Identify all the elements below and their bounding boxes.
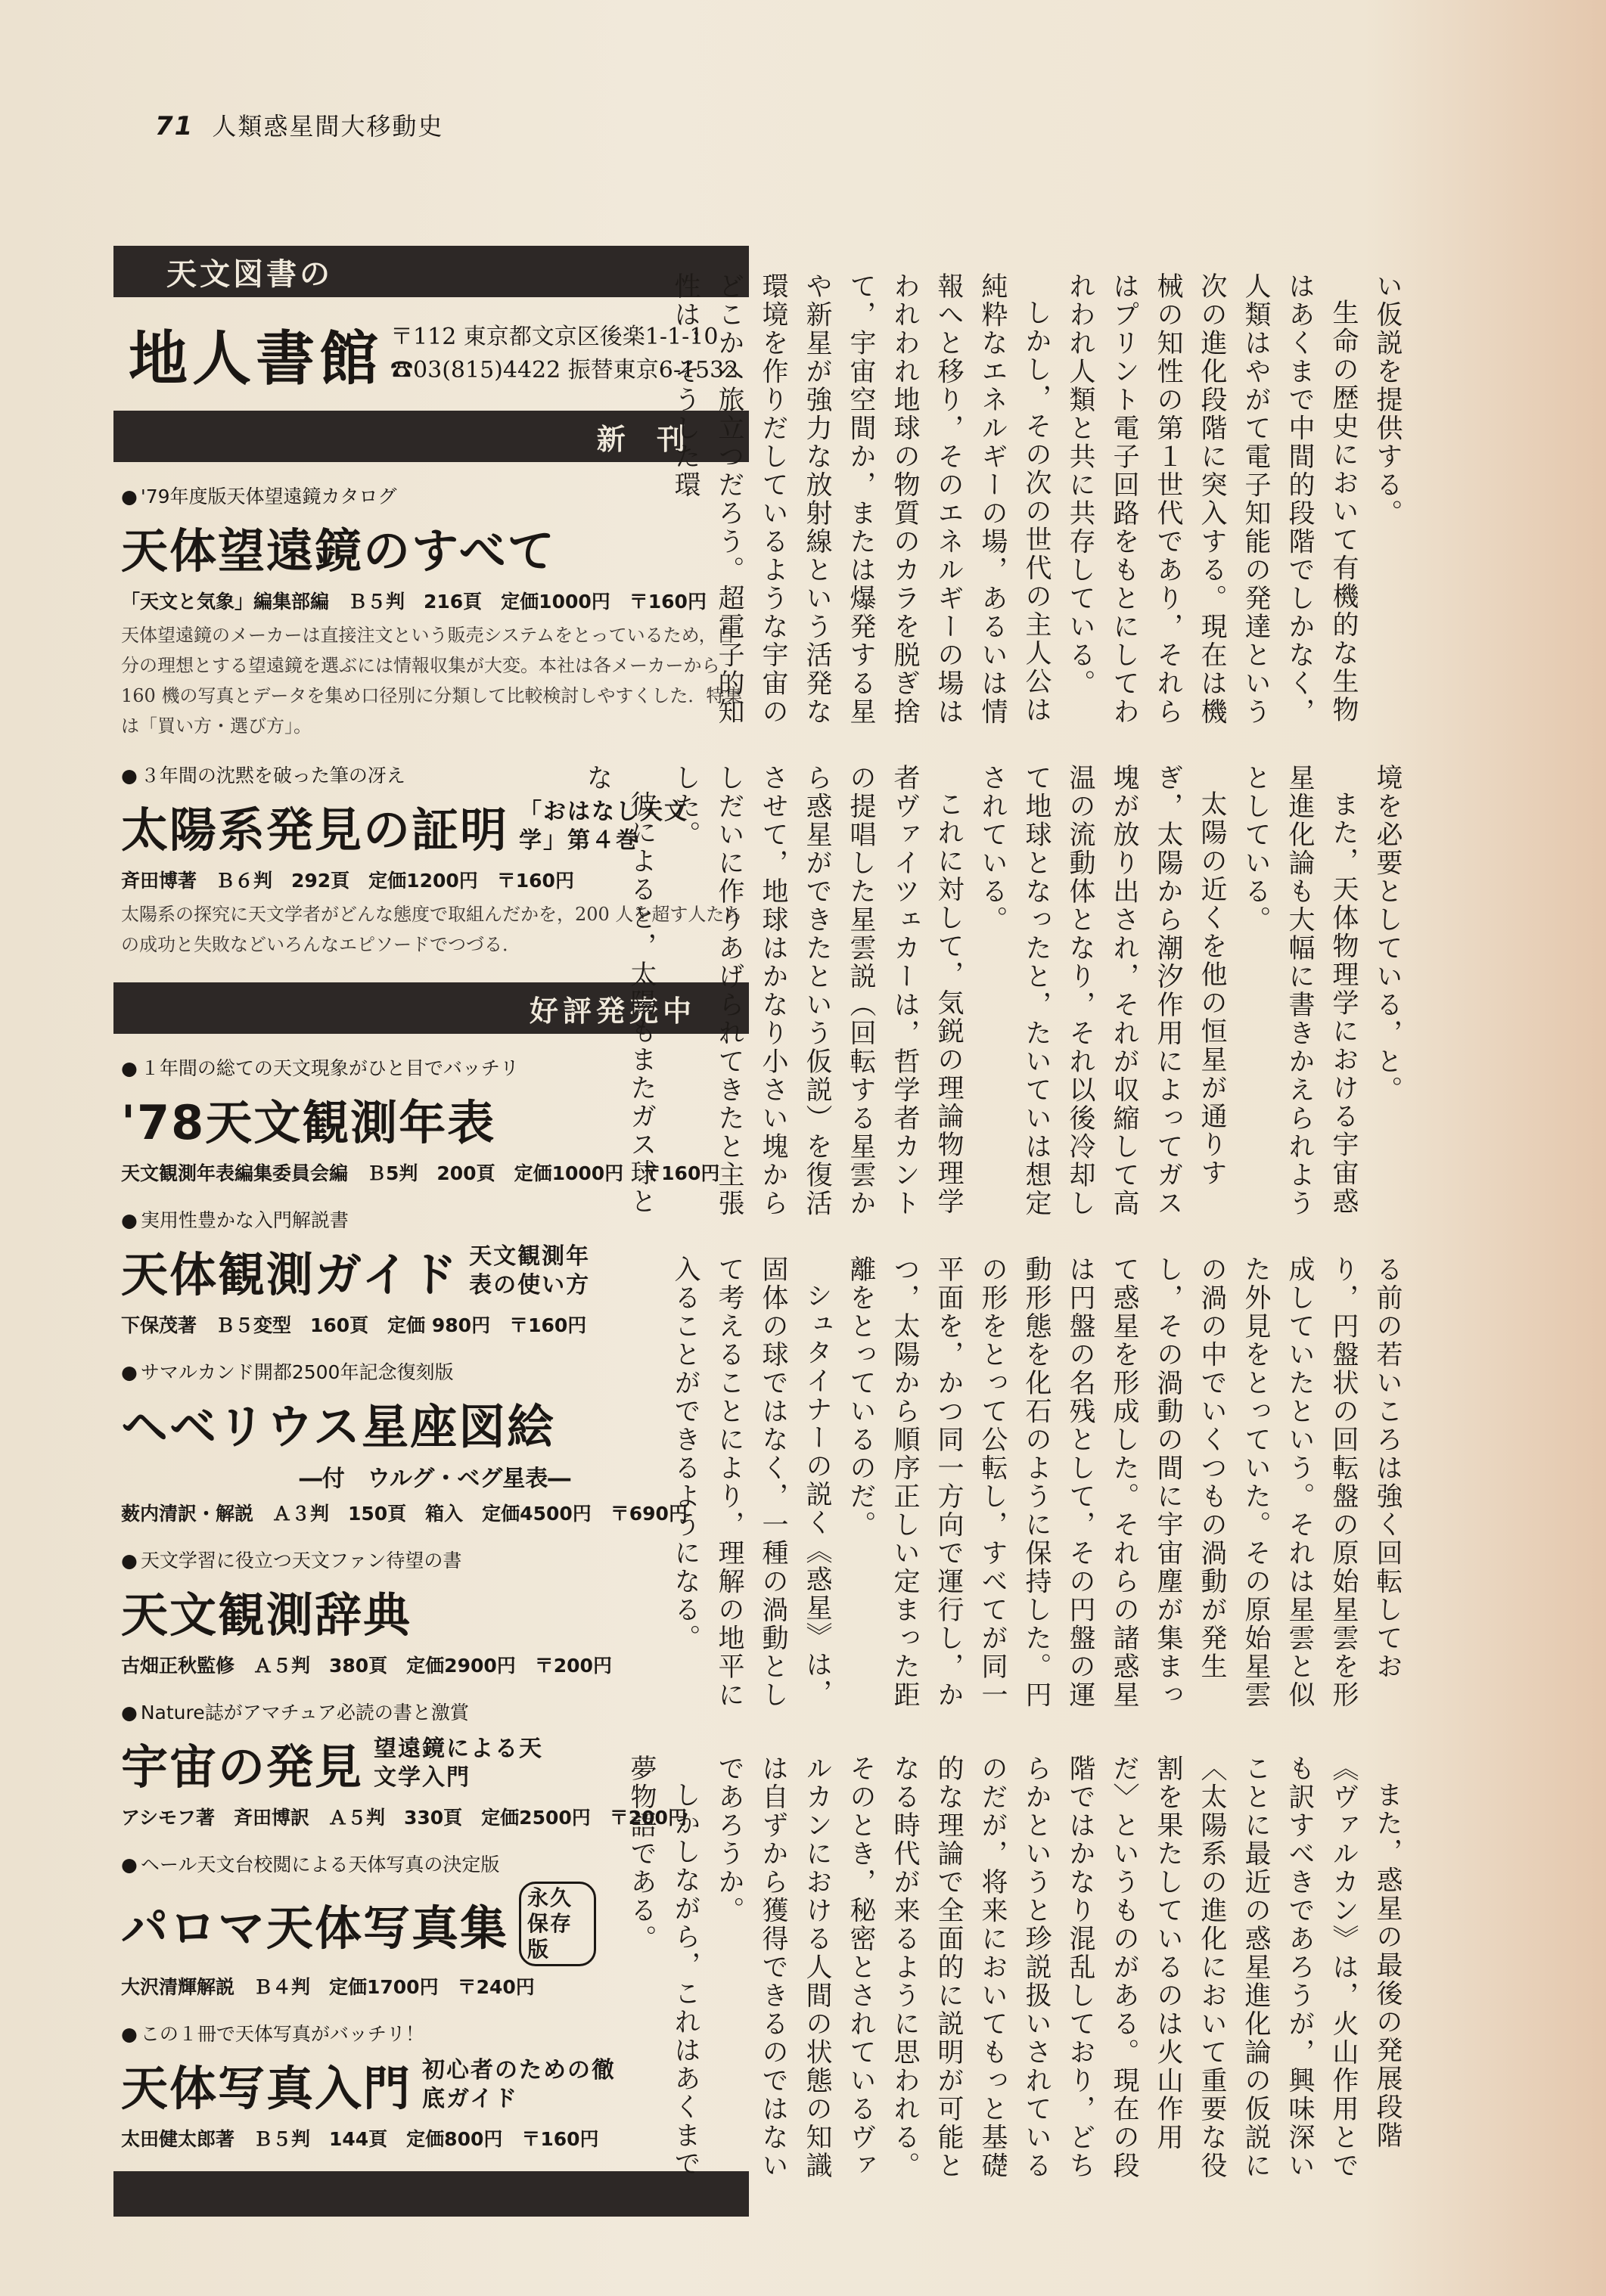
book-subtitle: 天文観測年表の使い方 [469,1243,591,1298]
paragraph: また，惑星の最後の発展段階《ヴァルカン》は，火山作用とでも訳すべきであろうが，興味深いことに最近の惑星進化論の仮説に〈太陽系の進化において重要な役割を果たしているのは火山作用だ〉というものがある。現在の段階ではかなり混乱しており，どちらかというと珍説扱いされているのだが，将来においてもっと基礎的な理論で全面的に説明が可能となる時代が来るように思われる。そのとき，秘密とされているヴァルカンにおける人間の状態の知識は自ずから獲得できるのではないであろうか。 [714,1755,1403,2180]
popular-bar: 好評発売中 [113,982,749,1034]
book-tag: ● この１冊で天体写真がバッチリ！ [121,2019,749,2046]
book-title: 宇宙の発見 [121,1739,364,1795]
paragraph: しかしながら，これはあくまで夢物語である。 [626,1755,700,2178]
book-subtitle: 永久保存版 [519,1882,596,1966]
paragraph: る前の若いころは強く回転しており，円盤状の回転盤の原始星雲を形成していたという。それは星雲と似た外見をとっていた。その原始星雲の渦の中でいくつもの渦動が発生し，その渦動の間に宇宙塵が集まって惑星を形成した。それらの諸惑星は円盤の名残として，その円盤の運動形態を化石のように保持した。円の形をとって公転し，すべてが同一平面を，かつ同一方向で運行し，かつ，太陽から順序正しい定まった距離をとっているのだ。 [846,1255,1403,1709]
book-meta: 薮内清訳・解説 Ａ３判 150頁 箱入 定価4500円 〒690円 [121,1503,688,1525]
book-title: 天体観測ガイド [121,1247,459,1302]
paragraph: また，天体物理学における宇宙惑星進化論も大幅に書きかえられようとしている。 [1241,764,1359,1218]
publisher-name: 地人書館 [129,325,384,393]
publisher-tag-bar: 天文図書の [113,246,749,297]
book-tag: ● ３年間の沈黙を破った筆の冴え [121,761,749,788]
publisher-phone: ☎03(815)4422 振替東京6-1532 [390,357,739,383]
book-title: 天体望遠鏡のすべて [121,523,556,579]
book-meta: 天文観測年表編集委員会編 Ｂ5判 200頁 定価1000円 〒160円 [121,1162,720,1184]
paragraph: これに対して，気鋭の理論物理学者ヴァイツェカーは，哲学者カントの提唱した星雲説（回転する星雲から惑星ができたという仮説）を復活させて，地球はかなり小さい塊からしだいに作りあげられてきたと主張した。 [670,764,964,1218]
paragraph: 太陽の近くを他の恒星が通りすぎ，太陽から潮汐作用によってガス塊が放り出され，それが収縮して高温の流動体となり，それ以後冷却して地球となったと，たいていは想定されている。 [977,764,1227,1218]
article-upper-block [670,272,1409,726]
publisher-address: 〒112 東京都文京区後楽1-1-10 [390,324,719,350]
book-title: '78天文観測年表 [121,1095,496,1150]
book-subtitle: 初心者のための徹底ガイド [422,2056,617,2112]
book-title: 太陽系発見の証明 [121,802,509,858]
book-meta: 下保茂著 Ｂ５変型 160頁 定価 980円 〒160円 [121,1314,587,1336]
book-tag: ● Nature誌がアマチュア必読の書と激賞 [121,1698,749,1725]
book-meta: 古畑正秋監修 Ａ５判 380頁 定価2900円 〒200円 [121,1655,612,1677]
page-header [155,107,443,142]
book-title: ヘベリウス星座図絵 [121,1399,556,1454]
book-subtitle: 望遠鏡による天文学入門 [374,1735,544,1791]
paragraph: しかし，その次の世代の主人公は純粋なエネルギーの場，あるいは情報へと移り，そのエネルギーの場はわれわれ地球の物質のカラを脱ぎ捨て，宇宙空間か，または爆発する星や新星が強力な放射線という活発な環境を作りだしているような宇宙のどこかへ旅立つだろう。超電子的知性は，そうした環 [670,272,1052,726]
paragraph: シュタイナーの説く《惑星》は，固体の球ではなく，一種の渦動として考えることにより，理解の地平に入ることができるようになる。 [670,1255,832,1709]
book-item [113,1546,749,1678]
book-tag: ● 天文学習に役立つ天文ファン待望の書 [121,1546,749,1573]
book-item [113,1205,749,1338]
book-subtitle: 「おはなし天文学」第４巻 [519,798,689,854]
page-number: 71 [155,111,194,141]
book-tag: ● ヘール天文台校閲による天体写真の決定版 [121,1850,749,1877]
book-title: 天文観測辞典 [121,1587,412,1643]
book-title-row [121,1237,749,1305]
book-item [113,1357,749,1526]
book-subtitle: ―付 ウルグ・ベグ星表― [299,1466,571,1492]
book-description: 天体望遠鏡のメーカーは直接注文という販売システムをとっているため，自分の理想とする望遠鏡を選ぶには情報収集が大変。本社は各メーカーから 160 機の写真とデータを集め口径別に分類して比較検討しやすくした．特集は「買い方・選び方」。 [121,625,743,737]
article-lower-block [670,1255,1409,1709]
book-tag: ● １年間の総ての天文現象がひと目でバッチリ [121,1053,749,1081]
paragraph: 彼によると，太陽もまたガス球とな [582,764,657,1216]
book-meta: 斉田博著 Ｂ６判 292頁 定価1200円 〒160円 [121,870,574,892]
book-meta: 太田健太郎著 Ｂ５判 144頁 定価800円 〒160円 [121,2128,599,2150]
new-releases-bar: 新 刊 [113,411,749,462]
article-bottom-block [626,1755,1409,2193]
book-meta: 大沢清輝解説 Ｂ４判 定価1700円 〒240円 [121,1976,535,1998]
book-tag: ● サマルカンド開都2500年記念復刻版 [121,1357,749,1385]
book-item [113,482,749,741]
book-tag: ● 実用性豊かな入門解説書 [121,1205,749,1233]
book-meta: アシモフ著 斉田博訳 Ａ５判 330頁 定価2500円 〒200円 [121,1807,687,1829]
paragraph: 境を必要としている，と。 [1372,764,1403,1104]
book-tag: ● '79年度版天体望遠鏡カタログ [121,482,749,509]
paragraph: い仮説を提供する。 [1372,272,1403,528]
running-title: 人類惑星間大移動史 [212,112,444,141]
book-meta: 「天文と気象」編集部編 Ｂ５判 216頁 定価1000円 〒160円 [121,591,707,613]
book-title: 天体写真入門 [121,2061,412,2116]
publisher-row [113,297,749,411]
paragraph: 生命の歴史において有機的な生物はあくまで中間的段階でしかなく，人類はやがて電子知能の発達という次の進化段階に突入する。現在は機械の知性の第１世代であり，それらはプリント電子回路をもとにしてわれわれ人類と共に共存している。 [1065,272,1359,726]
book-title: パロマ天体写真集 [121,1900,509,1956]
book-description: 太陽系の探究に天文学者がどんな態度で取組んだかを，200 人を超す人たちの成功と失敗などいろんなエピソードでつづる． [121,904,743,955]
